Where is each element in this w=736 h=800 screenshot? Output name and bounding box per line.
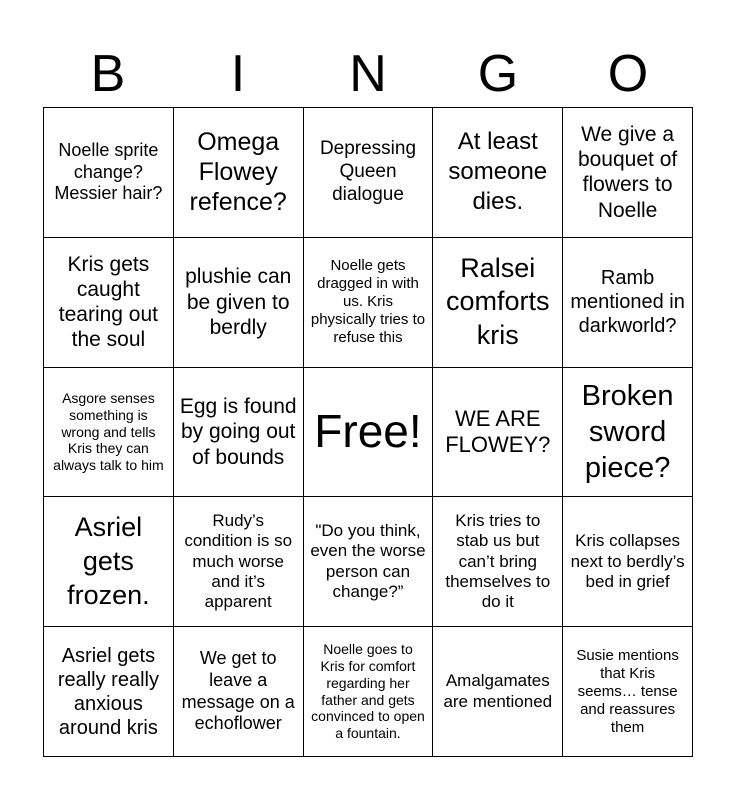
header-letter-b: B	[90, 45, 126, 103]
bingo-cell[interactable]: Ramb mentioned in darkworld?	[563, 238, 693, 368]
bingo-cell[interactable]: Kris collapses next to berdly’s bed in grief	[563, 497, 693, 627]
header-letter-g: G	[477, 45, 519, 103]
bingo-cell[interactable]: Noelle sprite change? Messier hair?	[44, 108, 174, 238]
bingo-cell[interactable]: Amalgamates are mentioned	[433, 627, 563, 757]
header-letter-o: O	[607, 45, 649, 103]
bingo-cell[interactable]: plushie can be given to berdly	[174, 238, 304, 368]
bingo-cell[interactable]: Susie mentions that Kris seems… tense and reassures them	[563, 627, 693, 757]
bingo-cell[interactable]: Asriel gets frozen.	[44, 497, 174, 627]
bingo-cell[interactable]: Asgore senses something is wrong and tells Kris they can always talk to him	[44, 368, 174, 498]
bingo-cell[interactable]: Rudy’s condition is so much worse and it’s apparent	[174, 497, 304, 627]
bingo-cell[interactable]: Broken sword piece?	[563, 368, 693, 498]
bingo-card-grid	[43, 107, 693, 757]
bingo-cell[interactable]: Kris tries to stab us but can’t bring themselves to do it	[433, 497, 563, 627]
bingo-header	[43, 40, 693, 108]
bingo-cell[interactable]: Asriel gets really really anxious around kris	[44, 627, 174, 757]
bingo-cell[interactable]: We give a bouquet of flowers to Noelle	[563, 108, 693, 238]
bingo-cell[interactable]: Noelle gets dragged in with us. Kris physically tries to refuse this	[304, 238, 434, 368]
bingo-cell[interactable]: Noelle goes to Kris for comfort regarding her father and gets convinced to open a fountain.	[304, 627, 434, 757]
bingo-cell[interactable]: We get to leave a message on a echoflower	[174, 627, 304, 757]
header-letter-i: I	[230, 45, 246, 103]
bingo-cell[interactable]: Omega Flowey refence?	[174, 108, 304, 238]
header-letter-n: N	[349, 45, 387, 103]
bingo-cell[interactable]: "Do you think, even the worse person can change?”	[304, 497, 434, 627]
bingo-cell[interactable]: At least someone dies.	[433, 108, 563, 238]
bingo-cell[interactable]: Ralsei comforts kris	[433, 238, 563, 368]
bingo-cell[interactable]: Depressing Queen dialogue	[304, 108, 434, 238]
bingo-cell[interactable]: Kris gets caught tearing out the soul	[44, 238, 174, 368]
bingo-cell[interactable]: WE ARE FLOWEY?	[433, 368, 563, 498]
bingo-cell[interactable]: Egg is found by going out of bounds	[174, 368, 304, 498]
free-space-cell[interactable]: Free!	[304, 368, 434, 498]
